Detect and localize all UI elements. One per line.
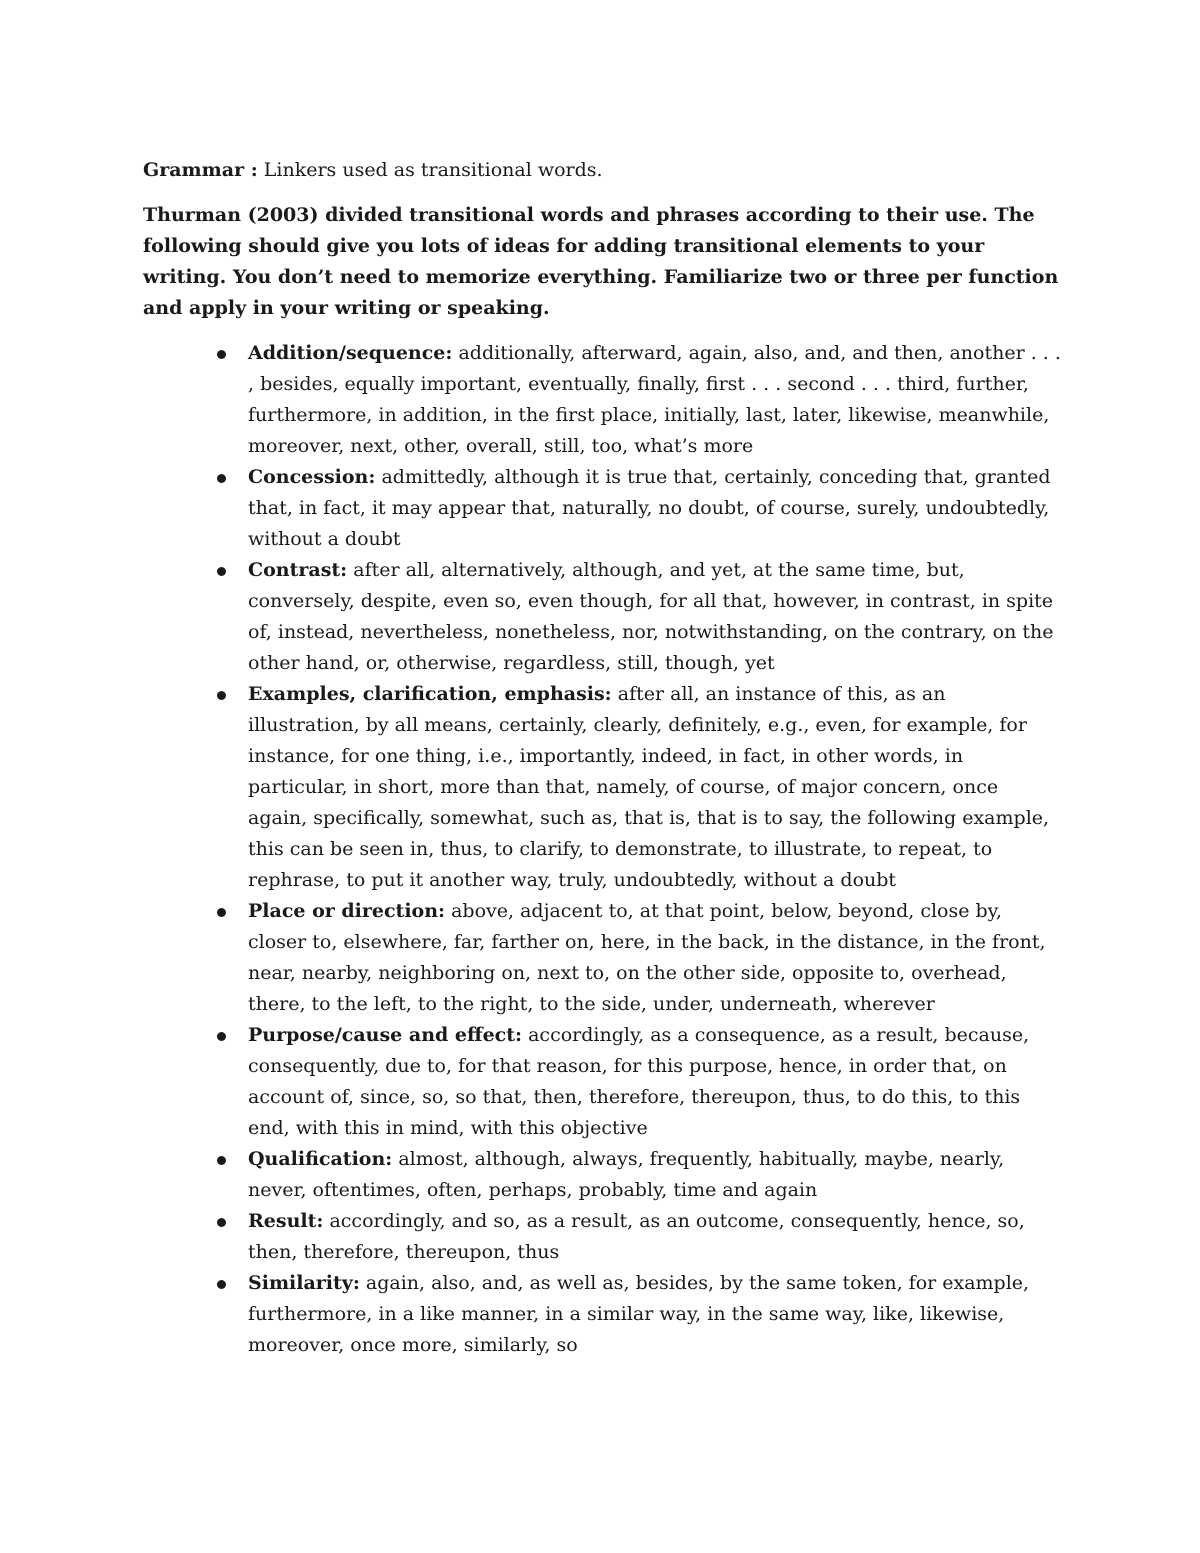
bullet-icon <box>217 691 226 700</box>
heading-text: Linkers used as transitional words. <box>263 159 603 181</box>
list-item-similarity <box>248 1268 1063 1361</box>
list-item-result <box>248 1206 1063 1268</box>
linker-list <box>143 338 1063 1361</box>
list-item-concession <box>248 462 1063 555</box>
list-item-purpose-cause-effect <box>248 1020 1063 1144</box>
list-item-addition-sequence <box>248 338 1063 462</box>
item-text: after all, an instance of this, as an illustration, by all means, certainly, clearly, definitely, e.g., even, for example, for instance, for one thing, i.e., importantly, indeed, in fact, in other words, in particular, in short, more than that, namely, of course, of major concern, once again, specifically, somewhat, such as, that is, that is to say, the following example, this can be seen in, thus, to clarify, to demonstrate, to illustrate, to repeat, to rephrase, to put it another way, truly, undoubtedly, without a doubt <box>248 683 1050 891</box>
heading-label: Grammar : <box>143 159 258 181</box>
item-text: additionally, afterward, again, also, and, and then, another . . . , besides, equally important, eventually, finally, first . . . second . . . third, further, furthermore, in addition, in the first place, initially, last, later, likewise, meanwhile, moreover, next, other, overall, still, too, what’s more <box>248 342 1061 457</box>
item-label: Purpose/cause and effect: <box>248 1024 523 1046</box>
bullet-icon <box>217 908 226 917</box>
document-page <box>143 155 1063 1361</box>
item-text: almost, although, always, frequently, habitually, maybe, nearly, never, oftentimes, often, perhaps, probably, time and again <box>248 1148 1005 1201</box>
bullet-icon <box>217 474 226 483</box>
item-label: Examples, clarification, emphasis: <box>248 683 612 705</box>
list-item-qualification <box>248 1144 1063 1206</box>
bullet-icon <box>217 567 226 576</box>
item-text: after all, alternatively, although, and yet, at the same time, but, conversely, despite, even so, even though, for all that, however, in contrast, in spite of, instead, nevertheless, nonetheless, nor, notwithstanding, on the contrary, on the other hand, or, otherwise, regardless, still, though, yet <box>248 559 1054 674</box>
item-label: Place or direction: <box>248 900 446 922</box>
bullet-icon <box>217 1156 226 1165</box>
list-item-contrast <box>248 555 1063 679</box>
list-item-examples-clarification-emphasis <box>248 679 1063 896</box>
item-label: Qualification: <box>248 1148 393 1170</box>
item-label: Contrast: <box>248 559 348 581</box>
item-text: again, also, and, as well as, besides, by the same token, for example, furthermore, in a like manner, in a similar way, in the same way, like, likewise, moreover, once more, similarly, so <box>248 1272 1030 1356</box>
item-label: Result: <box>248 1210 324 1232</box>
bullet-icon <box>217 1032 226 1041</box>
item-text: accordingly, as a consequence, as a result, because, consequently, due to, for that reason, for this purpose, hence, in order that, on account of, since, so, so that, then, therefore, thereupon, thus, to do this, to this end, with this in mind, with this objective <box>248 1024 1030 1139</box>
document-heading <box>143 155 1063 186</box>
bullet-icon <box>217 1280 226 1289</box>
item-text: above, adjacent to, at that point, below, beyond, close by, closer to, elsewhere, far, farther on, here, in the back, in the distance, in the front, near, nearby, neighboring on, next to, on the other side, opposite to, overhead, there, to the left, to the right, to the side, under, underneath, wherever <box>248 900 1046 1015</box>
bullet-icon <box>217 350 226 359</box>
list-item-place-or-direction <box>248 896 1063 1020</box>
item-label: Addition/sequence: <box>248 342 453 364</box>
item-text: admittedly, although it is true that, certainly, conceding that, granted that, in fact, it may appear that, naturally, no doubt, of course, surely, undoubtedly, without a doubt <box>248 466 1051 550</box>
item-label: Similarity: <box>248 1272 360 1294</box>
item-label: Concession: <box>248 466 376 488</box>
intro-paragraph: Thurman (2003) divided transitional words and phrases according to their use. The following should give you lots of ideas for adding transitional elements to your writing. You don’t need to memorize everything. Familiarize two or three per function and apply in your writing or speaking. <box>143 204 1059 319</box>
item-text: accordingly, and so, as a result, as an outcome, consequently, hence, so, then, therefore, thereupon, thus <box>248 1210 1025 1263</box>
bullet-icon <box>217 1218 226 1227</box>
